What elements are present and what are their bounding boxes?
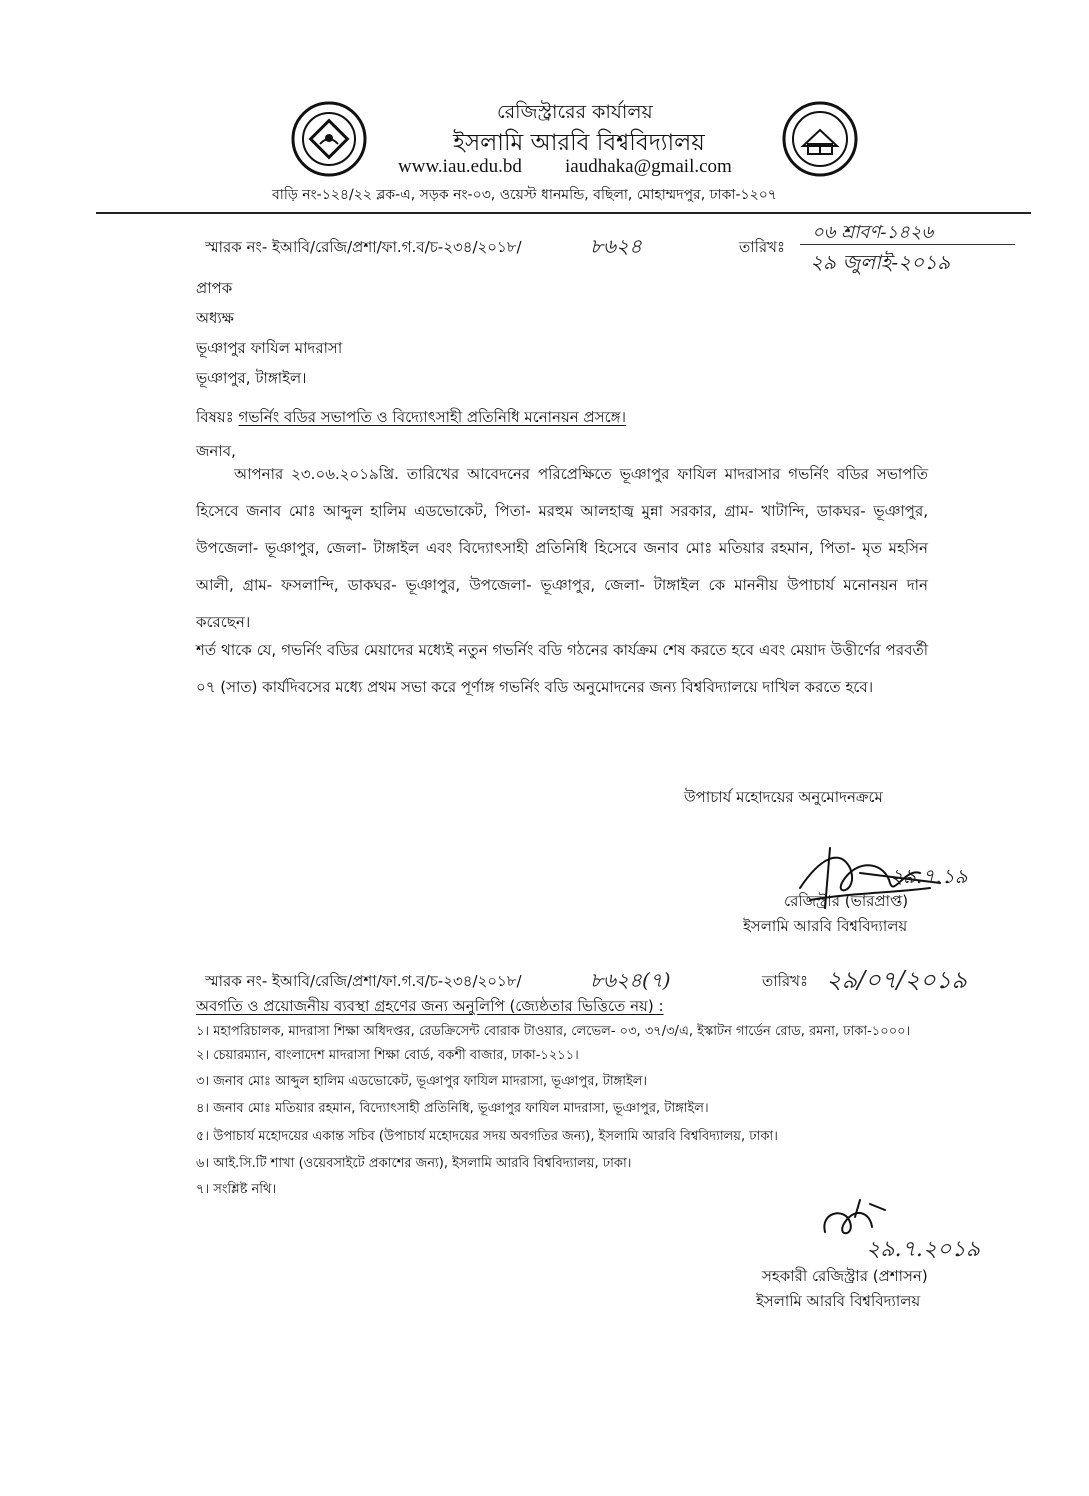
signature-1-date: ২৯.৭.১৯ [890, 864, 968, 888]
university-name: ইসলামি আরবি বিশ্ববিদ্যালয় [453, 130, 705, 156]
signature-2-title: সহকারী রেজিস্ট্রার (প্রশাসন) [762, 1267, 928, 1285]
memo-date-hand-1: ০৬ শ্রাবণ-১৪২৬ [812, 222, 934, 243]
body-paragraph-2: শর্ত থাকে যে, গভর্নিং বডির মেয়াদের মধ্যেই নতুন গভর্নিং বডি গঠনের কার্যক্রম শেষ করতে হবে এবং মেয়াদ উত্তীর্ণের পরবর্তী ০৭ (সাত) কার্যদিবসের মধ্যে প্রথম সভা করে পূর্ণাঙ্গ গভর্নিং বডি অনুমোদনের জন্য বিশ্ববিদ্যালয়ে দাখিল করতে হবে। [196, 641, 928, 696]
recipient-line-2: অধ্যক্ষ [196, 309, 234, 327]
cc-item-4: ৪। জনাব মোঃ মতিয়ার রহমান, বিদ্যোৎসাহী প্রতিনিধি, ভূঞাপুর ফাযিল মাদরাসা, ভূঞাপুর, টাঙ্গাইল। [196, 1101, 709, 1116]
copy-memo-date-label: তারিখঃ [762, 972, 808, 990]
memo-ref-handwritten: ৮৬২৪ [590, 234, 642, 258]
header-divider [96, 212, 1031, 214]
copy-memo-date-hand: ২৯/০৭/২০১৯ [826, 966, 967, 994]
cc-item-2: ২। চেয়ারম্যান, বাংলাদেশ মাদরাসা শিক্ষা বোর্ড, বকশী বাজার, ঢাকা-১২১১। [196, 1048, 579, 1063]
recipient-line-1: প্রাপক [196, 279, 233, 297]
email-link[interactable]: iaudhaka@gmail.com [565, 156, 732, 177]
date-divider-line [800, 244, 1015, 245]
website-link[interactable]: www.iau.edu.bd [398, 156, 522, 177]
body-paragraph-1: আপনার ২৩.০৬.২০১৯খ্রি. তারিখের আবেদনের পরিপ্রেক্ষিতে ভূঞাপুর ফাযিল মাদরাসার গভর্নিং বডির সভাপতি হিসেবে জনাব মোঃ আব্দুল হালিম এডভোকেট, পিতা- মরহুম আলহাজ্ব মুন্না সরকার, গ্রাম- খাটান্দি, ডাকঘর- ভূঞাপুর, উপজেলা- ভূঞাপুর, জেলা- টাঙ্গাইল এবং বিদ্যোৎসাহী প্রতিনিধি হিসেবে জনাব মোঃ মতিয়ার রহমান, পিতা- মৃত মহসিন আলী, গ্রাম- ফসলান্দি, ডাকঘর- ভূঞাপুর, উপজেলা- ভূঞাপুর, জেলা- টাঙ্গাইল কে মাননীয় উপাচার্য মনোনয়ন দান করেছেন। [196, 465, 928, 631]
cc-item-1: ১। মহাপরিচালক, মাদরাসা শিক্ষা অধিদপ্তর, রেডক্রিসেন্ট বোরাক টাওয়ার, লেভেল- ০৩, ৩৭/৩/এ, ইস্কাটন গার্ডেন রোড, রমনা, ঢাকা-১০০০। [196, 1024, 911, 1039]
cc-item-5: ৫। উপাচার্য মহোদয়ের একান্ত সচিব (উপাচার্য মহোদয়ের সদয় অবগতির জন্য), ইসলামি আরবি বিশ্ববিদ্যালয়, ঢাকা। [196, 1129, 778, 1144]
subject-line [196, 406, 626, 431]
subject-label: বিষয়ঃ [196, 408, 234, 426]
cc-heading: অবগতি ও প্রয়োজনীয় ব্যবস্থা গ্রহণের জন্য অনুলিপি (জ্যেষ্ঠতার ভিত্তিতে নয়) : [196, 997, 664, 1015]
memo-date-hand-2: ২৯ জুলাই-২০১৯ [810, 250, 951, 274]
signature-2-date: ২৯.৭.২০১৯ [866, 1237, 981, 1262]
circular-seal-icon [781, 100, 859, 178]
office-name: রেজিস্ট্রারের কার্যালয় [497, 101, 653, 123]
copy-memo-ref-label: স্মারক নং- ইআবি/রেজি/প্রশা/ফা.গ.ব/চ-২৩৪/২০১৮/ [205, 972, 522, 990]
subject-text: গভর্নিং বডির সভাপতি ও বিদ্যোৎসাহী প্রতিনিধি মনোনয়ন প্রসঙ্গে। [238, 408, 626, 426]
signature-2-org: ইসলামি আরবি বিশ্ববিদ্যালয় [756, 1292, 921, 1310]
recipient-line-4: ভূঞাপুর, টাঙ্গাইল। [196, 369, 307, 387]
salutation: জনাব, [196, 442, 236, 460]
cc-item-6: ৬। আই.সি.টি শাখা (ওয়েবসাইটে প্রকাশের জন্য), ইসলামি আরবি বিশ্ববিদ্যালয়, ঢাকা। [196, 1156, 632, 1171]
signature-1-org: ইসলামি আরবি বিশ্ববিদ্যালয় [743, 917, 908, 935]
university-logo-left [290, 100, 368, 178]
memo-ref-label: স্মারক নং- ইআবি/রেজি/প্রশা/ফা.গ.ব/চ-২৩৪/২০১৮/ [205, 238, 522, 256]
approval-note: উপাচার্য মহোদয়ের অনুমোদনক্রমে [684, 788, 883, 806]
signature-1-title: রেজিস্ট্রার (ভারপ্রাপ্ত) [784, 892, 909, 910]
cc-item-7: ৭। সংশ্লিষ্ট নথি। [196, 1182, 277, 1197]
header-address: বাড়ি নং-১২৪/২২ ব্লক-এ, সড়ক নং-০৩, ওয়েস্ট ধানমন্ডি, বছিলা, মোহাম্মদপুর, ঢাকা-১২০৭ [272, 187, 777, 203]
copy-memo-ref-handwritten: ৮৬২৪(৭) [590, 968, 671, 992]
recipient-line-3: ভূঞাপুর ফাযিল মাদরাসা [196, 339, 343, 357]
memo-date-label: তারিখঃ [739, 238, 785, 256]
cc-item-3: ৩। জনাব মোঃ আব্দুল হালিম এডভোকেট, ভূঞাপুর ফাযিল মাদরাসা, ভূঞাপুর, টাঙ্গাইল। [196, 1074, 648, 1089]
